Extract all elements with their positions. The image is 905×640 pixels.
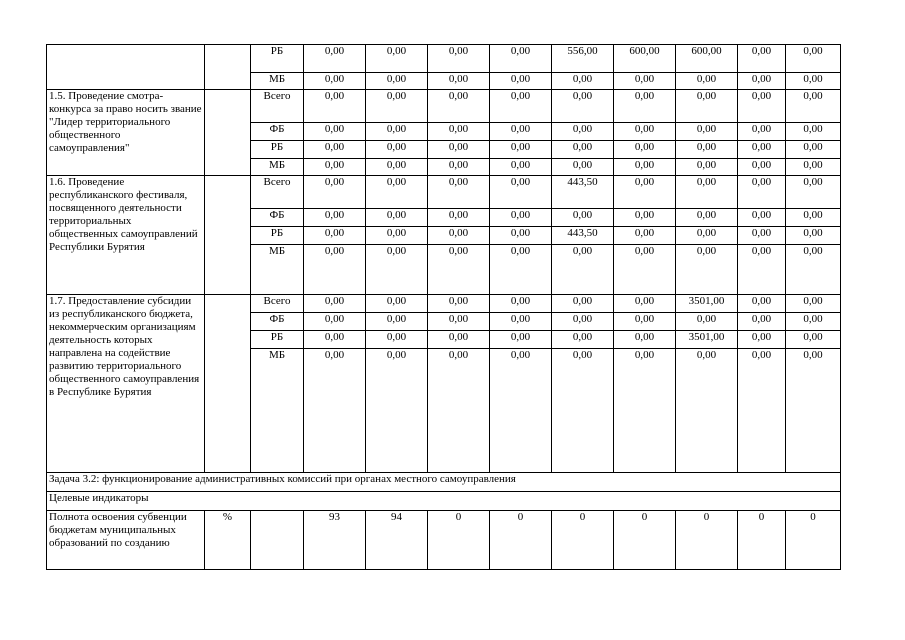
- amount-cell: 0,00: [738, 123, 786, 141]
- amount-cell: 0,00: [614, 73, 676, 90]
- amount-cell: 3501,00: [676, 331, 738, 349]
- funding-source: РБ: [251, 45, 304, 73]
- amount-cell: 0,00: [366, 349, 428, 473]
- amount-cell: 0,00: [366, 123, 428, 141]
- amount-cell: 0,00: [490, 245, 552, 295]
- indicator-row: [47, 511, 841, 570]
- amount-cell: 0,00: [428, 349, 490, 473]
- funding-source: РБ: [251, 227, 304, 245]
- amount-cell: 0,00: [614, 141, 676, 159]
- amount-cell: 0,00: [304, 90, 366, 123]
- funding-source: ФБ: [251, 123, 304, 141]
- amount-cell: 0,00: [786, 73, 841, 90]
- table-row: [47, 90, 841, 123]
- indicator-value: 0: [428, 511, 490, 570]
- amount-cell: 0,00: [676, 123, 738, 141]
- amount-cell: 0,00: [738, 45, 786, 73]
- amount-cell: 0,00: [786, 245, 841, 295]
- indicator-value: 0: [614, 511, 676, 570]
- amount-cell: 0,00: [428, 123, 490, 141]
- indicator-value: 0: [786, 511, 841, 570]
- activity-name: 1.5. Проведение смотра-конкурса за право носить звание "Лидер территориального общественного самоуправления": [47, 90, 205, 176]
- amount-cell: 0,00: [614, 313, 676, 331]
- amount-cell: 0,00: [552, 349, 614, 473]
- amount-cell: 0,00: [552, 123, 614, 141]
- amount-cell: 0,00: [676, 73, 738, 90]
- section-row: [47, 492, 841, 511]
- amount-cell: 0,00: [490, 123, 552, 141]
- indicator-unit: %: [205, 511, 251, 570]
- section-heading: Целевые индикаторы: [47, 492, 841, 511]
- table-row: [47, 45, 841, 73]
- amount-cell: 0,00: [428, 313, 490, 331]
- amount-cell: 0,00: [676, 227, 738, 245]
- indicator-value: 0: [738, 511, 786, 570]
- amount-cell: 0,00: [428, 159, 490, 176]
- amount-cell: 443,50: [552, 227, 614, 245]
- unit-cell: [205, 90, 251, 176]
- amount-cell: 0,00: [614, 90, 676, 123]
- amount-cell: 0,00: [366, 45, 428, 73]
- amount-cell: 0,00: [676, 141, 738, 159]
- amount-cell: 556,00: [552, 45, 614, 73]
- amount-cell: 0,00: [614, 227, 676, 245]
- indicator-value: 0: [490, 511, 552, 570]
- amount-cell: 0,00: [552, 313, 614, 331]
- amount-cell: 0,00: [428, 141, 490, 159]
- amount-cell: 0,00: [490, 176, 552, 209]
- activity-name: 1.6. Проведение республиканского фестиваля, посвященного деятельности территориальных общественных самоуправлений Республики Бурятия: [47, 176, 205, 295]
- amount-cell: 0,00: [304, 123, 366, 141]
- amount-cell: 0,00: [490, 90, 552, 123]
- amount-cell: 0,00: [552, 141, 614, 159]
- amount-cell: 0,00: [366, 245, 428, 295]
- indicator-name: Полнота освоения субвенции бюджетам муниципальных образований по созданию: [47, 511, 205, 570]
- amount-cell: 0,00: [676, 159, 738, 176]
- amount-cell: 0,00: [786, 141, 841, 159]
- amount-cell: 0,00: [738, 141, 786, 159]
- amount-cell: 0,00: [786, 209, 841, 227]
- amount-cell: 0,00: [738, 295, 786, 313]
- amount-cell: 0,00: [786, 227, 841, 245]
- indicator-source: [251, 511, 304, 570]
- activity-name: 1.7. Предоставление субсидии из республиканского бюджета, некоммерческим организациям деятельность которых направлена на содействие развитию территориального общественного самоуправления в Республике Бурятия: [47, 295, 205, 473]
- amount-cell: 0,00: [786, 295, 841, 313]
- amount-cell: 0,00: [490, 349, 552, 473]
- table-row: [47, 295, 841, 313]
- unit-cell: [205, 295, 251, 473]
- amount-cell: 0,00: [428, 245, 490, 295]
- amount-cell: 0,00: [738, 209, 786, 227]
- amount-cell: 0,00: [786, 45, 841, 73]
- amount-cell: 0,00: [304, 159, 366, 176]
- amount-cell: 0,00: [738, 176, 786, 209]
- table-body: [47, 45, 841, 570]
- amount-cell: 0,00: [786, 90, 841, 123]
- amount-cell: 0,00: [786, 349, 841, 473]
- amount-cell: 0,00: [304, 227, 366, 245]
- amount-cell: 600,00: [614, 45, 676, 73]
- amount-cell: 0,00: [676, 245, 738, 295]
- section-heading: Задача 3.2: функционирование административных комиссий при органах местного самоуправления: [47, 473, 841, 492]
- amount-cell: 0,00: [304, 141, 366, 159]
- program-funding-table: [46, 44, 841, 570]
- amount-cell: 0,00: [676, 90, 738, 123]
- amount-cell: 0,00: [676, 349, 738, 473]
- amount-cell: 0,00: [552, 209, 614, 227]
- unit-cell: [205, 176, 251, 295]
- amount-cell: 0,00: [366, 176, 428, 209]
- indicator-value: 0: [676, 511, 738, 570]
- amount-cell: 0,00: [614, 123, 676, 141]
- indicator-value: 0: [552, 511, 614, 570]
- amount-cell: 0,00: [786, 331, 841, 349]
- amount-cell: 0,00: [490, 45, 552, 73]
- amount-cell: 0,00: [786, 123, 841, 141]
- amount-cell: 0,00: [428, 209, 490, 227]
- amount-cell: 0,00: [490, 313, 552, 331]
- amount-cell: 0,00: [676, 209, 738, 227]
- amount-cell: 0,00: [738, 90, 786, 123]
- indicator-value: 94: [366, 511, 428, 570]
- amount-cell: 0,00: [552, 73, 614, 90]
- amount-cell: 0,00: [676, 176, 738, 209]
- funding-source: МБ: [251, 73, 304, 90]
- amount-cell: 0,00: [366, 313, 428, 331]
- amount-cell: 0,00: [786, 176, 841, 209]
- amount-cell: 0,00: [738, 159, 786, 176]
- amount-cell: 0,00: [738, 349, 786, 473]
- amount-cell: 0,00: [366, 141, 428, 159]
- amount-cell: 0,00: [490, 295, 552, 313]
- amount-cell: 0,00: [552, 331, 614, 349]
- amount-cell: 0,00: [614, 331, 676, 349]
- amount-cell: 0,00: [304, 295, 366, 313]
- funding-source: МБ: [251, 349, 304, 473]
- amount-cell: 0,00: [676, 313, 738, 331]
- amount-cell: 0,00: [304, 176, 366, 209]
- amount-cell: 0,00: [428, 73, 490, 90]
- amount-cell: 0,00: [738, 227, 786, 245]
- indicator-value: 93: [304, 511, 366, 570]
- amount-cell: 0,00: [366, 90, 428, 123]
- amount-cell: 0,00: [552, 295, 614, 313]
- funding-source: ФБ: [251, 209, 304, 227]
- amount-cell: 0,00: [366, 73, 428, 90]
- funding-source: Всего: [251, 176, 304, 209]
- amount-cell: 0,00: [614, 176, 676, 209]
- amount-cell: 0,00: [428, 176, 490, 209]
- amount-cell: 0,00: [490, 159, 552, 176]
- amount-cell: 0,00: [552, 245, 614, 295]
- amount-cell: 0,00: [490, 141, 552, 159]
- amount-cell: 0,00: [428, 295, 490, 313]
- amount-cell: 0,00: [490, 227, 552, 245]
- amount-cell: 0,00: [366, 209, 428, 227]
- amount-cell: 0,00: [786, 159, 841, 176]
- amount-cell: 0,00: [552, 90, 614, 123]
- unit-cell: [205, 45, 251, 90]
- amount-cell: 0,00: [490, 209, 552, 227]
- amount-cell: 0,00: [738, 313, 786, 331]
- amount-cell: 0,00: [304, 45, 366, 73]
- amount-cell: 0,00: [304, 209, 366, 227]
- amount-cell: 0,00: [366, 159, 428, 176]
- section-row: [47, 473, 841, 492]
- amount-cell: 0,00: [304, 245, 366, 295]
- funding-source: Всего: [251, 90, 304, 123]
- amount-cell: 0,00: [738, 245, 786, 295]
- amount-cell: 0,00: [614, 295, 676, 313]
- amount-cell: 0,00: [304, 313, 366, 331]
- amount-cell: 0,00: [552, 159, 614, 176]
- amount-cell: 0,00: [304, 331, 366, 349]
- amount-cell: 0,00: [366, 331, 428, 349]
- amount-cell: 3501,00: [676, 295, 738, 313]
- amount-cell: 0,00: [428, 45, 490, 73]
- table-row: [47, 176, 841, 209]
- amount-cell: 0,00: [304, 349, 366, 473]
- funding-source: МБ: [251, 159, 304, 176]
- amount-cell: 0,00: [786, 313, 841, 331]
- amount-cell: 0,00: [614, 159, 676, 176]
- amount-cell: 0,00: [614, 245, 676, 295]
- funding-source: РБ: [251, 331, 304, 349]
- amount-cell: 0,00: [428, 227, 490, 245]
- amount-cell: 0,00: [366, 295, 428, 313]
- amount-cell: 443,50: [552, 176, 614, 209]
- funding-source: ФБ: [251, 313, 304, 331]
- amount-cell: 600,00: [676, 45, 738, 73]
- funding-source: РБ: [251, 141, 304, 159]
- amount-cell: 0,00: [738, 73, 786, 90]
- amount-cell: 0,00: [614, 349, 676, 473]
- amount-cell: 0,00: [490, 331, 552, 349]
- amount-cell: 0,00: [304, 73, 366, 90]
- amount-cell: 0,00: [738, 331, 786, 349]
- funding-source: Всего: [251, 295, 304, 313]
- amount-cell: 0,00: [366, 227, 428, 245]
- activity-name-cell: [47, 45, 205, 90]
- amount-cell: 0,00: [614, 209, 676, 227]
- amount-cell: 0,00: [428, 90, 490, 123]
- funding-source: МБ: [251, 245, 304, 295]
- amount-cell: 0,00: [428, 331, 490, 349]
- amount-cell: 0,00: [490, 73, 552, 90]
